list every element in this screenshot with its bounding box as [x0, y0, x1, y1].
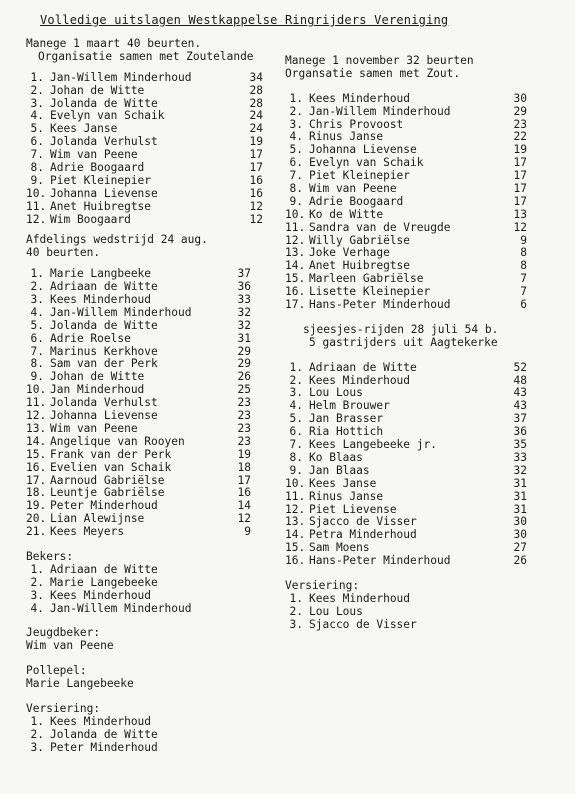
- result-row: [285, 106, 560, 119]
- rider-score: 30: [513, 528, 527, 542]
- rider-score: 52: [513, 360, 527, 374]
- rider-name: Kees Janse: [309, 476, 377, 490]
- rank-number: 5.: [30, 122, 44, 136]
- rider-name: Sam Moens: [309, 541, 370, 555]
- rank-number: 6.: [289, 425, 303, 439]
- rider-name: Adrie Roelse: [50, 331, 131, 345]
- rider-name: Sjacco de Visser: [309, 617, 417, 631]
- rider-score: 32: [513, 463, 527, 477]
- rider-name: Johan de Witte: [50, 370, 145, 384]
- rank-number: 3.: [289, 617, 303, 631]
- rank-number: 1.: [30, 562, 44, 576]
- rank-number: 10.: [285, 476, 306, 490]
- rider-score: 43: [513, 386, 527, 400]
- rider-score: 19: [513, 143, 527, 157]
- rider-name: Adriaan de Witte: [309, 360, 417, 374]
- rider-name: Jolanda Verhulst: [50, 396, 158, 410]
- result-row: [26, 423, 266, 436]
- rider-name: Adrie Boogaard: [50, 161, 145, 175]
- rider-score: 23: [237, 421, 251, 435]
- rider-name: Anet Huibregtse: [50, 199, 152, 213]
- rider-name: Jan Minderhoud: [50, 383, 145, 397]
- rider-name: Kees Minderhoud: [50, 588, 152, 602]
- rider-name: Lou Lous: [309, 386, 363, 400]
- rider-score: 30: [513, 515, 527, 529]
- rider-score: 29: [237, 357, 251, 371]
- rank-number: 11.: [285, 220, 306, 234]
- rider-score: 17: [513, 194, 527, 208]
- rider-score: 26: [513, 554, 527, 568]
- rank-number: 7.: [289, 169, 303, 183]
- rank-number: 9.: [30, 370, 44, 384]
- result-row: [26, 214, 266, 227]
- rider-name: Lian Alewijnse: [50, 512, 145, 526]
- rider-name: Chris Provoost: [309, 117, 404, 131]
- rider-score: 32: [237, 305, 251, 319]
- sjeesjes-subheading: 5 gastrijders uit Aagtekerke: [309, 335, 498, 349]
- rider-name: Sjacco de Visser: [309, 515, 417, 529]
- rider-name: Hans-Peter Minderhoud: [309, 298, 451, 312]
- rider-score: 33: [513, 450, 527, 464]
- result-row: [26, 85, 266, 98]
- rider-score: 31: [513, 502, 527, 516]
- manege-maart-list: [26, 72, 266, 227]
- rider-name: Evelyn van Schaik: [309, 156, 424, 170]
- result-row: [26, 564, 266, 577]
- manege-november-heading: Manege 1 november 32 beurten: [285, 54, 474, 67]
- rider-name: Piet Lievense: [309, 502, 397, 516]
- result-row: [285, 491, 560, 504]
- rank-number: 10.: [26, 383, 47, 397]
- result-row: [26, 590, 266, 603]
- rank-number: 16.: [26, 460, 47, 474]
- rider-name: Johanna Lievense: [50, 186, 158, 200]
- rank-number: 13.: [26, 421, 47, 435]
- result-row: [285, 452, 560, 465]
- rider-score: 19: [237, 447, 251, 461]
- rider-score: 43: [513, 399, 527, 413]
- rider-name: Jolanda Verhulst: [50, 135, 158, 149]
- rider-name: Marie Langbeeke: [50, 267, 152, 281]
- rider-score: 29: [513, 104, 527, 118]
- rank-number: 6.: [30, 331, 44, 345]
- rider-score: 17: [249, 161, 263, 175]
- rank-number: 3.: [30, 96, 44, 110]
- rider-name: Wim Boogaard: [50, 212, 131, 226]
- rank-number: 14.: [26, 434, 47, 448]
- rider-score: 25: [237, 383, 251, 397]
- rank-number: 7.: [30, 344, 44, 358]
- rider-score: 14: [237, 499, 251, 513]
- rider-score: 24: [249, 109, 263, 123]
- rank-number: 13.: [285, 246, 306, 260]
- rider-score: 35: [513, 438, 527, 452]
- rider-name: Jan-Willem Minderhoud: [309, 104, 451, 118]
- rider-score: 13: [513, 207, 527, 221]
- rank-number: 2.: [289, 604, 303, 618]
- rider-name: Evelyn van Schaik: [50, 109, 165, 123]
- rider-name: Piet Kleinepier: [309, 169, 411, 183]
- result-row: [26, 742, 266, 755]
- rank-number: 8.: [289, 450, 303, 464]
- rider-name: Jan-Willem Minderhoud: [50, 601, 192, 615]
- rider-score: 7: [520, 272, 527, 286]
- sjeesjes-list: [285, 362, 560, 568]
- rank-number: 8.: [289, 182, 303, 196]
- rider-name: Adriaan de Witte: [50, 280, 158, 294]
- rider-score: 23: [237, 409, 251, 423]
- rider-score: 30: [513, 91, 527, 105]
- rider-name: Piet Kleinepier: [50, 173, 152, 187]
- rider-name: Leuntje Gabriëlse: [50, 486, 165, 500]
- rider-score: 16: [237, 486, 251, 500]
- rider-name: Jan-Willem Minderhoud: [50, 70, 192, 84]
- rider-score: 36: [237, 280, 251, 294]
- manege-november-subheading: Organsatie samen met Zout.: [285, 66, 461, 80]
- rider-name: Kees Minderhoud: [50, 714, 152, 728]
- rank-number: 12.: [26, 409, 47, 423]
- rider-name: Evelien van Schaik: [50, 460, 172, 474]
- result-row: [285, 478, 560, 491]
- rider-score: 31: [513, 476, 527, 490]
- rank-number: 15.: [26, 447, 47, 461]
- rider-score: 12: [249, 212, 263, 226]
- rank-number: 11.: [285, 489, 306, 503]
- rank-number: 16.: [285, 285, 306, 299]
- rider-name: Jolanda de Witte: [50, 727, 158, 741]
- rider-score: 9: [520, 233, 527, 247]
- rider-name: Johanna Lievense: [50, 409, 158, 423]
- rider-name: Lisette Kleinepier: [309, 285, 431, 299]
- rider-score: 22: [513, 130, 527, 144]
- rider-score: 17: [513, 156, 527, 170]
- right-column: [285, 55, 560, 632]
- rider-name: Wim van Peene: [50, 421, 138, 435]
- rank-number: 6.: [289, 156, 303, 170]
- result-row: [26, 162, 266, 175]
- rider-score: 34: [249, 70, 263, 84]
- rider-name: Jan Blaas: [309, 463, 370, 477]
- manege-maart-heading: Manege 1 maart 40 beurten.: [26, 37, 202, 50]
- rider-score: 29: [237, 344, 251, 358]
- rank-number: 3.: [30, 740, 44, 754]
- result-row: [285, 93, 560, 106]
- rider-name: Kees Minderhoud: [309, 373, 411, 387]
- rider-name: Lou Lous: [309, 604, 363, 618]
- afdeling-list: [26, 268, 266, 539]
- result-row: [285, 362, 560, 375]
- rank-number: 3.: [289, 386, 303, 400]
- rank-number: 10.: [26, 186, 47, 200]
- rider-score: 16: [249, 186, 263, 200]
- result-row: [26, 436, 266, 449]
- manege-november-list: [285, 93, 560, 312]
- rider-score: 37: [513, 412, 527, 426]
- rider-score: 28: [249, 96, 263, 110]
- pollepel-winner: Marie Langebeeke: [26, 677, 134, 691]
- result-row: [285, 222, 560, 235]
- rider-score: 32: [237, 318, 251, 332]
- rider-name: Wim van Peene: [50, 148, 138, 162]
- result-row: [26, 320, 266, 333]
- rank-number: 11.: [26, 396, 47, 410]
- rider-score: 23: [237, 396, 251, 410]
- rank-number: 8.: [30, 161, 44, 175]
- rider-name: Jolanda de Witte: [50, 318, 158, 332]
- rank-number: 1.: [289, 360, 303, 374]
- rank-number: 4.: [289, 130, 303, 144]
- versiering-right-list: [285, 593, 560, 632]
- rank-number: 3.: [30, 293, 44, 307]
- rider-name: Adrie Boogaard: [309, 194, 404, 208]
- manege-maart-subheading: Organisatie samen met Zoutelande: [38, 49, 254, 63]
- rider-name: Kees Langebeeke jr.: [309, 438, 437, 452]
- rider-name: Kees Janse: [50, 122, 118, 136]
- rider-score: 8: [520, 259, 527, 273]
- rank-number: 3.: [30, 588, 44, 602]
- rank-number: 5.: [30, 318, 44, 332]
- result-row: [285, 555, 560, 568]
- rank-number: 10.: [285, 207, 306, 221]
- versiering-left-heading: Versiering:: [26, 701, 101, 715]
- rank-number: 13.: [285, 515, 306, 529]
- result-row: [285, 299, 560, 312]
- rider-name: Jolanda de Witte: [50, 96, 158, 110]
- rider-name: Ko Blaas: [309, 450, 363, 464]
- rank-number: 7.: [30, 148, 44, 162]
- result-row: [26, 526, 266, 539]
- rider-name: Anet Huibregtse: [309, 259, 411, 273]
- rider-name: Wim van Peene: [309, 182, 397, 196]
- rider-name: Helm Brouwer: [309, 399, 390, 413]
- rank-number: 5.: [289, 143, 303, 157]
- rider-name: Peter Minderhoud: [50, 499, 158, 513]
- rider-name: Joke Verhage: [309, 246, 390, 260]
- result-row: [26, 603, 266, 616]
- result-row: [26, 577, 266, 590]
- result-row: [285, 439, 560, 452]
- rank-number: 4.: [30, 109, 44, 123]
- rider-score: 27: [513, 541, 527, 555]
- result-row: [26, 410, 266, 423]
- rider-score: 7: [520, 285, 527, 299]
- versiering-right-heading: Versiering:: [285, 578, 360, 592]
- rider-name: Rinus Janse: [309, 130, 384, 144]
- rank-number: 12.: [26, 212, 47, 226]
- rider-score: 17: [513, 169, 527, 183]
- rider-name: Petra Minderhoud: [309, 528, 417, 542]
- pollepel-heading: Pollepel:: [26, 664, 87, 678]
- rider-score: 9: [244, 525, 251, 539]
- result-row: [285, 619, 560, 632]
- rank-number: 9.: [30, 173, 44, 187]
- rider-score: 31: [513, 489, 527, 503]
- rider-name: Kees Minderhoud: [309, 91, 411, 105]
- rank-number: 18.: [26, 486, 47, 500]
- rank-number: 2.: [30, 575, 44, 589]
- rank-number: 1.: [30, 714, 44, 728]
- rank-number: 20.: [26, 512, 47, 526]
- result-row: [285, 183, 560, 196]
- rank-number: 1.: [289, 591, 303, 605]
- result-row: [26, 729, 266, 742]
- rider-name: Sam van der Perk: [50, 357, 158, 371]
- afdeling-subheading: 40 beurten.: [26, 246, 101, 260]
- rank-number: 1.: [30, 70, 44, 84]
- rider-name: Jan Brasser: [309, 412, 384, 426]
- rider-score: 24: [249, 122, 263, 136]
- result-row: [26, 201, 266, 214]
- rank-number: 11.: [26, 199, 47, 213]
- rider-score: 19: [249, 135, 263, 149]
- result-row: [285, 593, 560, 606]
- bekers-heading: Bekers:: [26, 549, 74, 563]
- rank-number: 2.: [30, 83, 44, 97]
- rider-name: Johanna Lievense: [309, 143, 417, 157]
- rider-score: 33: [237, 293, 251, 307]
- jeugdbeker-winner: Wim van Peene: [26, 639, 114, 653]
- rank-number: 3.: [289, 117, 303, 131]
- result-row: [26, 333, 266, 346]
- result-row: [285, 209, 560, 222]
- rider-name: Kees Minderhoud: [50, 293, 152, 307]
- afdeling-heading: Afdelings wedstrijd 24 aug.: [26, 233, 208, 247]
- rank-number: 15.: [285, 541, 306, 555]
- result-row: [26, 175, 266, 188]
- rider-score: 37: [237, 267, 251, 281]
- rider-name: Kees Meyers: [50, 525, 125, 539]
- rank-number: 19.: [26, 499, 47, 513]
- rank-number: 7.: [289, 438, 303, 452]
- rider-score: 12: [513, 220, 527, 234]
- rider-name: Ko de Witte: [309, 207, 384, 221]
- rider-name: Willy Gabriëlse: [309, 233, 411, 247]
- rider-name: Angelique van Rooyen: [50, 434, 185, 448]
- result-row: [285, 196, 560, 209]
- rank-number: 4.: [30, 305, 44, 319]
- rider-score: 17: [249, 148, 263, 162]
- rider-score: 28: [249, 83, 263, 97]
- rank-number: 17.: [26, 473, 47, 487]
- rider-score: 31: [237, 331, 251, 345]
- sjeesjes-heading: sjeesjes-rijden 28 juli 54 b.: [303, 322, 499, 336]
- rider-name: Frank van der Perk: [50, 447, 172, 461]
- rank-number: 2.: [30, 727, 44, 741]
- result-row: [26, 462, 266, 475]
- rider-name: Hans-Peter Minderhoud: [309, 554, 451, 568]
- rider-score: 18: [237, 460, 251, 474]
- rank-number: 17.: [285, 298, 306, 312]
- rider-score: 23: [237, 434, 251, 448]
- rank-number: 21.: [26, 525, 47, 539]
- rider-score: 48: [513, 373, 527, 387]
- rider-score: 8: [520, 246, 527, 260]
- left-column: [26, 38, 266, 755]
- rank-number: 15.: [285, 272, 306, 286]
- rank-number: 6.: [30, 135, 44, 149]
- rank-number: 12.: [285, 502, 306, 516]
- rank-number: 14.: [285, 528, 306, 542]
- rider-score: 16: [249, 173, 263, 187]
- jeugdbeker-heading: Jeugdbeker:: [26, 626, 101, 640]
- rider-score: 23: [513, 117, 527, 131]
- rider-name: Marleen Gabriëlse: [309, 272, 424, 286]
- versiering-left-list: [26, 716, 266, 755]
- rank-number: 2.: [289, 104, 303, 118]
- rank-number: 9.: [289, 463, 303, 477]
- rider-score: 26: [237, 370, 251, 384]
- rank-number: 5.: [289, 412, 303, 426]
- rank-number: 1.: [289, 91, 303, 105]
- result-row: [26, 716, 266, 729]
- rank-number: 1.: [30, 267, 44, 281]
- rider-name: Johan de Witte: [50, 83, 145, 97]
- rank-number: 2.: [289, 373, 303, 387]
- rank-number: 14.: [285, 259, 306, 273]
- rider-name: Ria Hottich: [309, 425, 384, 439]
- result-row: [26, 449, 266, 462]
- result-row: [285, 606, 560, 619]
- rider-name: Kees Minderhoud: [309, 591, 411, 605]
- rider-score: 12: [249, 199, 263, 213]
- result-row: [26, 307, 266, 320]
- rank-number: 4.: [289, 399, 303, 413]
- rider-name: Marie Langebeeke: [50, 575, 158, 589]
- rank-number: 9.: [289, 194, 303, 208]
- rider-score: 6: [520, 298, 527, 312]
- rider-score: 36: [513, 425, 527, 439]
- rider-name: Marinus Kerkhove: [50, 344, 158, 358]
- rank-number: 12.: [285, 233, 306, 247]
- bekers-list: [26, 564, 266, 616]
- result-row: [26, 294, 266, 307]
- rank-number: 8.: [30, 357, 44, 371]
- rider-name: Aarnoud Gabriëlse: [50, 473, 165, 487]
- rider-score: 17: [237, 473, 251, 487]
- rider-name: Jan-Willem Minderhoud: [50, 305, 192, 319]
- rider-name: Rinus Janse: [309, 489, 384, 503]
- rider-name: Adriaan de Witte: [50, 562, 158, 576]
- rider-name: Peter Minderhoud: [50, 740, 158, 754]
- rank-number: 16.: [285, 554, 306, 568]
- rank-number: 4.: [30, 601, 44, 615]
- rank-number: 2.: [30, 280, 44, 294]
- result-row: [26, 72, 266, 85]
- rider-name: Sandra van de Vreugde: [309, 220, 451, 234]
- result-row: [285, 465, 560, 478]
- rider-score: 17: [513, 182, 527, 196]
- result-row: [26, 188, 266, 201]
- page-title: Volledige uitslagen Westkappelse Ringrijders Vereniging: [40, 13, 449, 27]
- rider-score: 12: [237, 512, 251, 526]
